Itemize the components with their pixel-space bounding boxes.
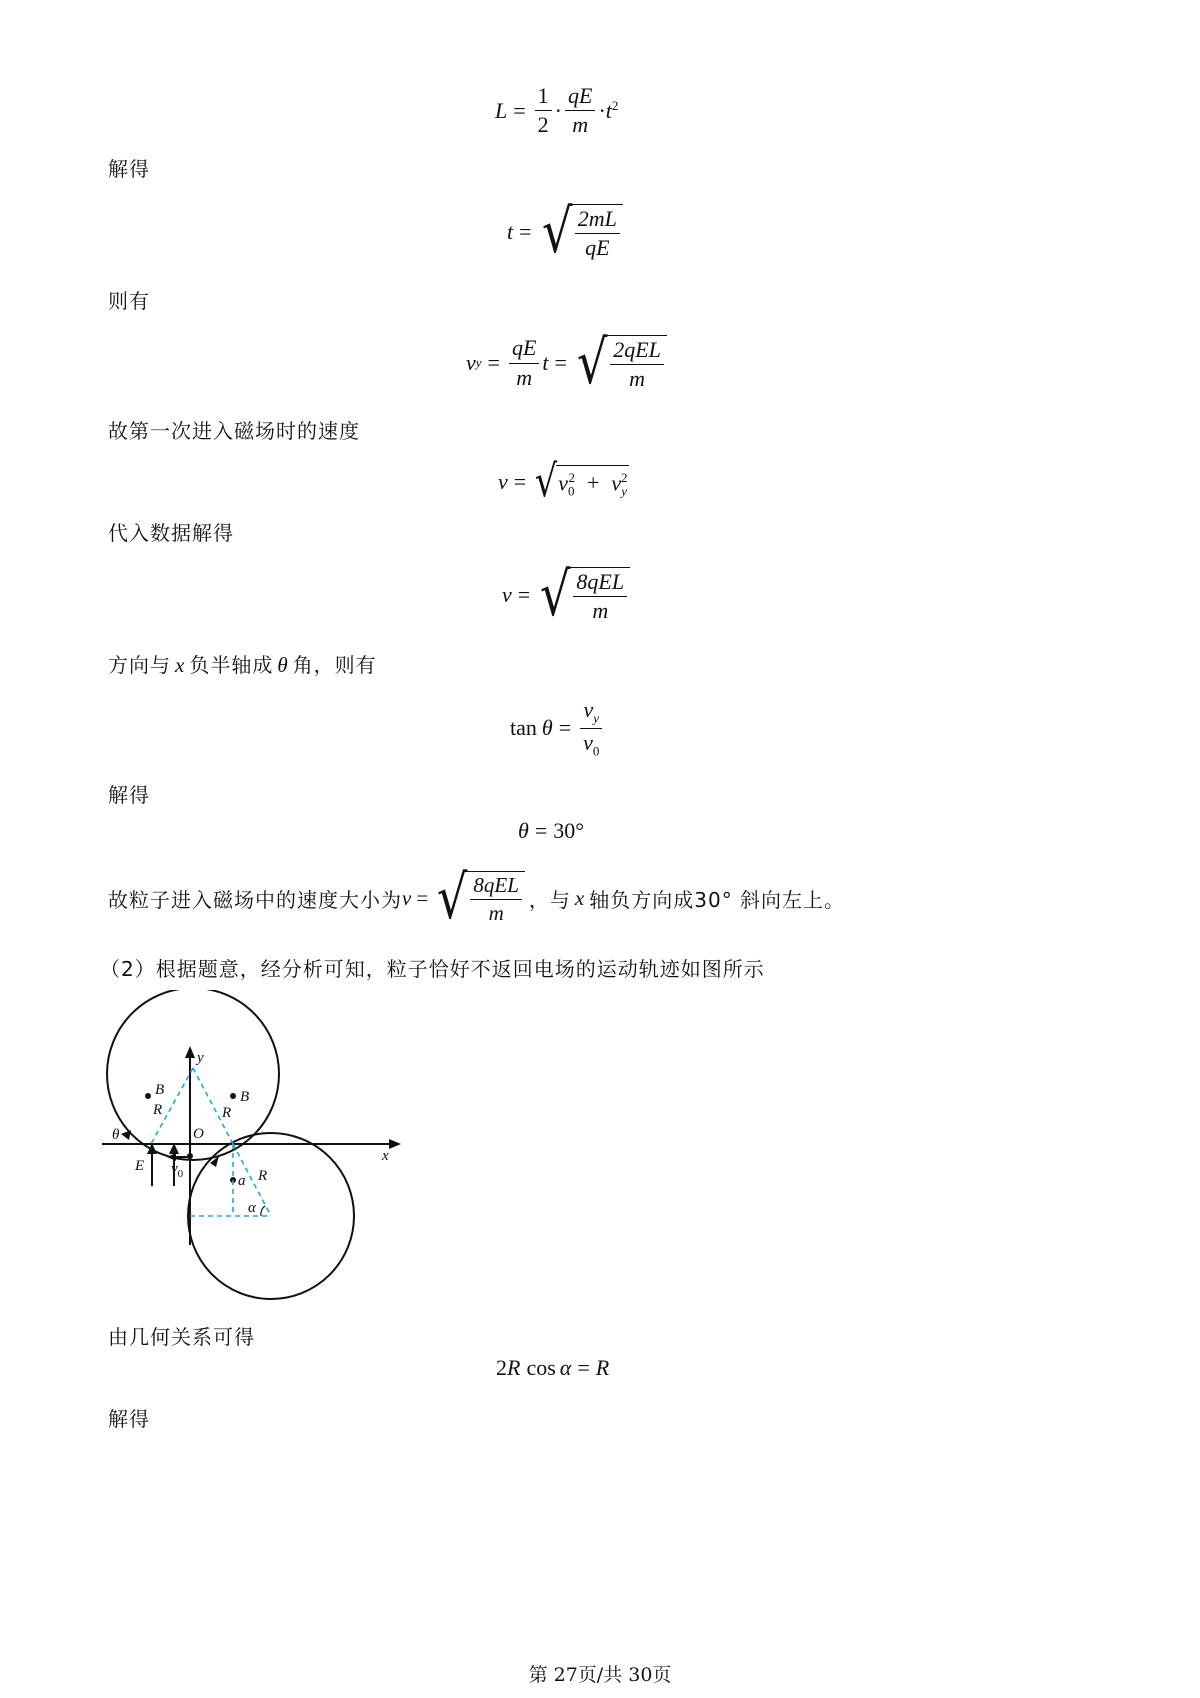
equation-7: θ = 30° <box>518 818 585 843</box>
alpha-arc <box>261 1206 265 1216</box>
text-substitute: 代入数据解得 <box>108 521 234 545</box>
equation-2: t = √ $\frac{2mL}{qE}$ <box>507 202 623 262</box>
label-E: E <box>135 1158 145 1174</box>
label-x: x <box>382 1148 389 1164</box>
equation-3: v y = $\frac{qE}{m}$ t = √ $\frac{\text{2qEL}}{m}$ <box>466 333 667 393</box>
label-O: O <box>193 1126 204 1142</box>
charge-dot-B1 <box>145 1093 151 1099</box>
text-jiede-2: 解得 <box>108 783 150 807</box>
text-geometry: 由几何关系可得 <box>108 1325 255 1349</box>
trajectory-figure <box>95 990 415 1310</box>
text-jiede-1: 解得 <box>108 157 150 181</box>
text-direction: 方向与 x 负半轴成 θ 角，则有 <box>108 653 377 677</box>
text-entry-speed: 故第一次进入磁场时的速度 <box>108 419 360 443</box>
page-footer: 第 27页/共 30页 <box>528 1664 672 1686</box>
label-alpha: α <box>248 1200 256 1216</box>
text-speed-conclusion: 故粒子进入磁场中的速度大小为 v = √ $\frac{\text{8qEL}}{m}$ ，与 x 轴负方向成30° 斜向左上。 <box>108 863 846 933</box>
label-B1: B <box>155 1082 165 1098</box>
equation-5: v = √ $\frac{\text{8qEL}}{m}$ <box>502 565 630 625</box>
label-R2: R <box>222 1105 232 1121</box>
label-theta: θ <box>112 1127 120 1143</box>
equation-1: L = $\frac{1}{2}$ · $\frac{qE}{m}$ · t $^2$ <box>495 83 619 138</box>
label-a: a <box>238 1173 246 1189</box>
text-zeyou: 则有 <box>108 289 150 313</box>
label-v0: $v_0$ <box>171 1161 184 1180</box>
label-y: y <box>197 1050 204 1066</box>
equation-9: 2 R cos α = R <box>496 1355 610 1380</box>
charge-dot-B2 <box>230 1093 236 1099</box>
text-part2: （2）根据题意，经分析可知，粒子恰好不返回电场的运动轨迹如图所示 <box>100 957 765 981</box>
text-jiede-3: 解得 <box>108 1407 150 1431</box>
equation-4: v = √ $v_0^2 + v_y^2$ <box>498 456 628 507</box>
origin-dot <box>187 1153 193 1159</box>
label-B2: B <box>240 1089 250 1105</box>
label-R3: R <box>258 1168 268 1184</box>
equation-6: tan θ = $\frac{v_y}{v_0}$ <box>510 698 605 758</box>
label-R1: R <box>153 1102 163 1118</box>
